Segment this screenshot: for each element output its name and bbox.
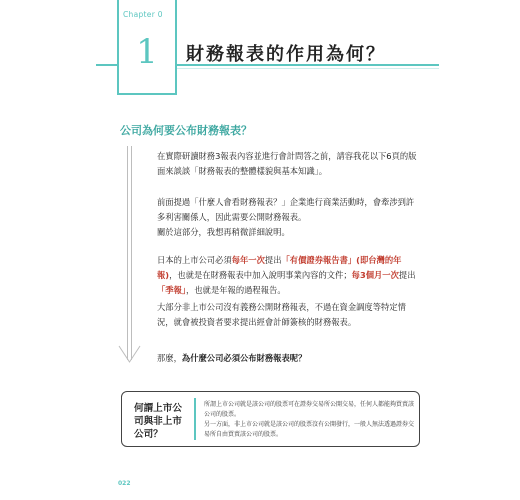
section-heading: 公司為何要公布財務報表？ [120, 124, 252, 137]
paragraph-text: 大部分非上市公司沒有義務公開財務報表，不過在資金調度等特定情況，就會被投資者要求提出經會計師簽核的財務報表。 [157, 302, 406, 327]
page-title: 財務報表的作用為何？ [186, 44, 386, 65]
callout-paragraph: 另一方面，非上市公司就是該公司的股票沒有公開發行，一般人無法透過證券交易所自由買賣該公司的股票。 [204, 421, 415, 438]
chapter-number: 1 [136, 32, 158, 72]
highlight-quarterly: 每3個月一次 [351, 270, 399, 280]
text-run: 提出 [398, 270, 416, 280]
text-run: 日本的上市公司必須 [157, 255, 232, 265]
paragraph-text: 在實際研讀財務3報表內容並進行會計問答之前，請容我花以下6頁的版面來談談「財務報表的整體樣貌與基本知識」。 [157, 151, 417, 176]
down-arrow-icon [118, 344, 141, 364]
highlight-quarterly-report: 「季報」 [157, 285, 187, 295]
title-rule-left [96, 64, 117, 66]
arrow-shaft-right [131, 146, 132, 360]
paragraph-detail [157, 225, 417, 240]
text-run: 提出 [264, 255, 282, 265]
text-run: ，也就是在財務報表中加入說明事業內容的文件； [169, 270, 352, 280]
text-run: ，也就是年報的過程報告。 [186, 285, 286, 295]
highlight-annual: 每年一次 [231, 255, 265, 265]
paragraph-unlisted [157, 300, 417, 330]
paragraph-text: 前面提過「什麼人會看財務報表？」企業進行商業活動時，會牽涉到許多利害關係人，因此需要公開財務報表。 [157, 197, 415, 222]
paragraph-listed-companies [157, 253, 417, 298]
callout-box [121, 391, 420, 447]
callout-title: 何謂上市公司與非上市公司？ [134, 403, 182, 440]
page-number: 022 [118, 480, 131, 487]
callout-divider [194, 398, 196, 440]
paragraph-stakeholders [157, 195, 417, 225]
chapter-box [117, 0, 177, 95]
callout-text [204, 400, 414, 440]
text-run: 那麼， [157, 353, 182, 363]
paragraph-question [157, 351, 417, 366]
paragraph-intro [157, 149, 417, 179]
paragraph-text: 關於這部分，我想再稍微詳細說明。 [157, 227, 290, 237]
callout-paragraph: 所謂上市公司就是該公司的股票可在證券交易所公開交易，任何人都能夠買賣該公司的股票。 [204, 401, 415, 418]
arrow-shaft-left [127, 146, 128, 360]
question-bold: 為什麼公司必須公布財務報表呢？ [181, 353, 307, 363]
title-rule-right-thin [177, 68, 439, 69]
chapter-label: Chapter 0 [123, 10, 163, 19]
highlight-annual-report: 「有價證券報告書」(即台灣的年報) [157, 255, 402, 280]
